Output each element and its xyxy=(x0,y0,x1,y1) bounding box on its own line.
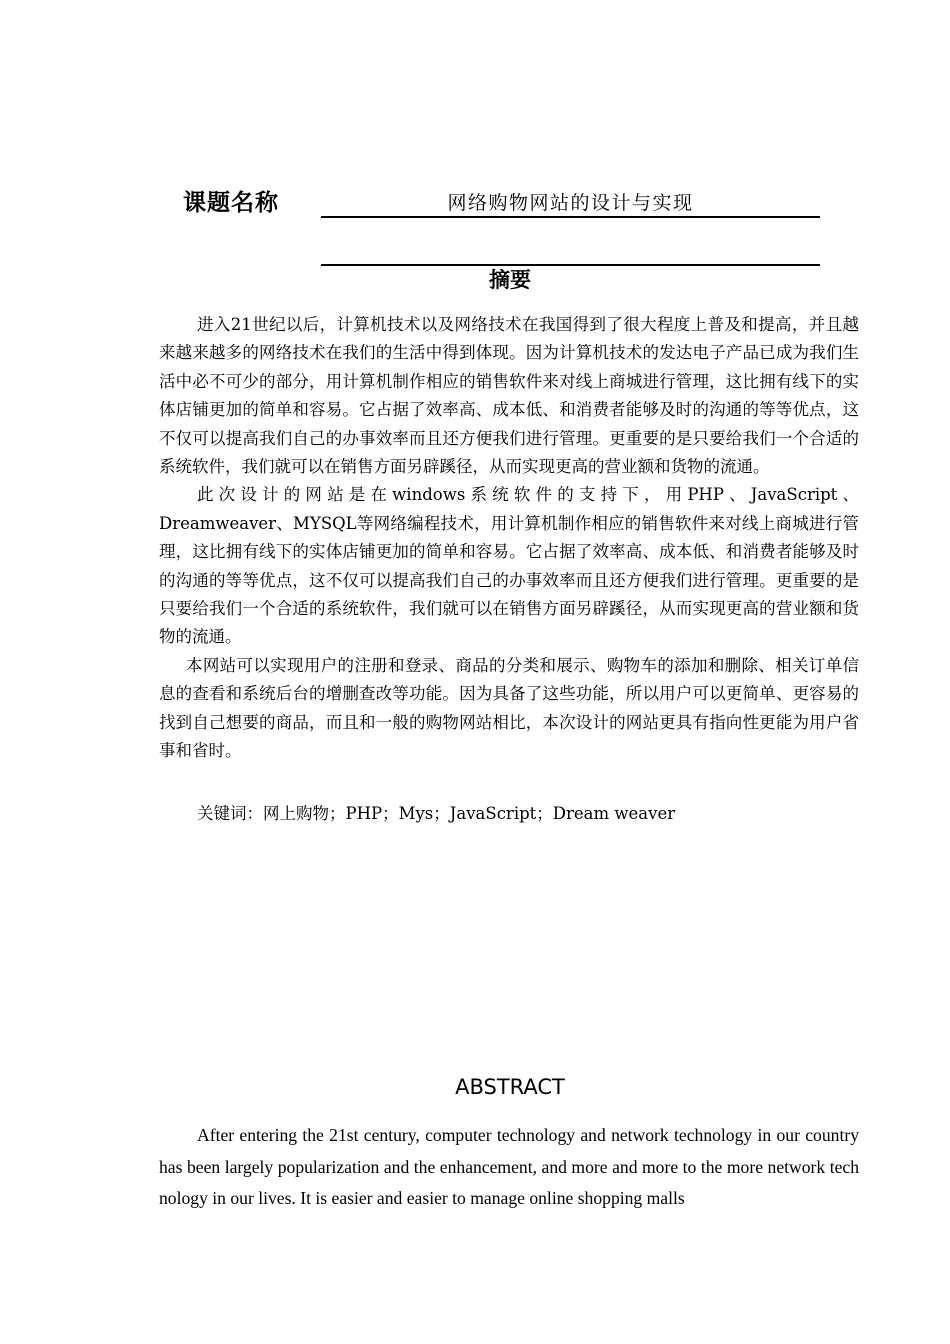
abstract-paragraph-3: 本网站可以实现用户的注册和登录、商品的分类和展示、购物车的添加和删除、相关订单信息的查看和系统后台的增删查改等功能。因为具备了这些功能，所以用户可以更简单、更容易的找到自己想要的商品，而且和一般的购物网站相比，本次设计的网站更具有指向性更能为用户省事和省时。 xyxy=(159,655,859,761)
topic-label: 课题名称 xyxy=(183,190,279,216)
abstract-paragraph-en: After entering the 21st century, computer technology and network technology in our country has been largely popularization and the enhancement, and more and more to the more network technology in our lives. It is easier and easier to manage online shopping malls xyxy=(159,1125,859,1209)
abstract-paragraph-2: 此次设计的网站是在windows系统软件的支持下，用PHP、JavaScript、Dreamweaver、MYSQL等网络编程技术，用计算机制作相应的销售软件来对线上商城进行管理，这比拥有线下的实体店铺更加的简单和容易。它占据了效率高、成本低、和消费者能够及时的沟通的等等优点，这不仅可以提高我们自己的办事效率而且还方便我们进行管理。更重要的是只要给我们一个合适的系统软件，我们就可以在销售方面另辟蹊径，从而实现更高的营业额和货物的流通。 xyxy=(159,485,859,647)
abstract-heading-en: ABSTRACT xyxy=(455,1075,565,1099)
abstract-body-en xyxy=(159,1120,859,1215)
abstract-paragraph-1: 进入21世纪以后，计算机技术以及网络技术在我国得到了很大程度上普及和提高，并且越来越来越多的网络技术在我们的生活中得到体现。因为计算机技术的发达电子产品已成为我们生活中必不可少的部分，用计算机制作相应的销售软件来对线上商城进行管理，这比拥有线下的实体店铺更加的简单和容易。它占据了效率高、成本低、和消费者能够及时的沟通的等等优点，这不仅可以提高我们自己的办事效率而且还方便我们进行管理。更重要的是只要给我们一个合适的系统软件，我们就可以在销售方面另辟蹊径，从而实现更高的营业额和货物的流通。 xyxy=(159,315,859,477)
abstract-body-cn xyxy=(159,311,859,766)
topic-title: 网络购物网站的设计与实现 xyxy=(321,188,820,218)
abstract-heading-cn: 摘要 xyxy=(489,268,531,292)
keywords-line: 关键词：网上购物；PHP；Mys；JavaScript；Dream weaver xyxy=(197,804,676,823)
